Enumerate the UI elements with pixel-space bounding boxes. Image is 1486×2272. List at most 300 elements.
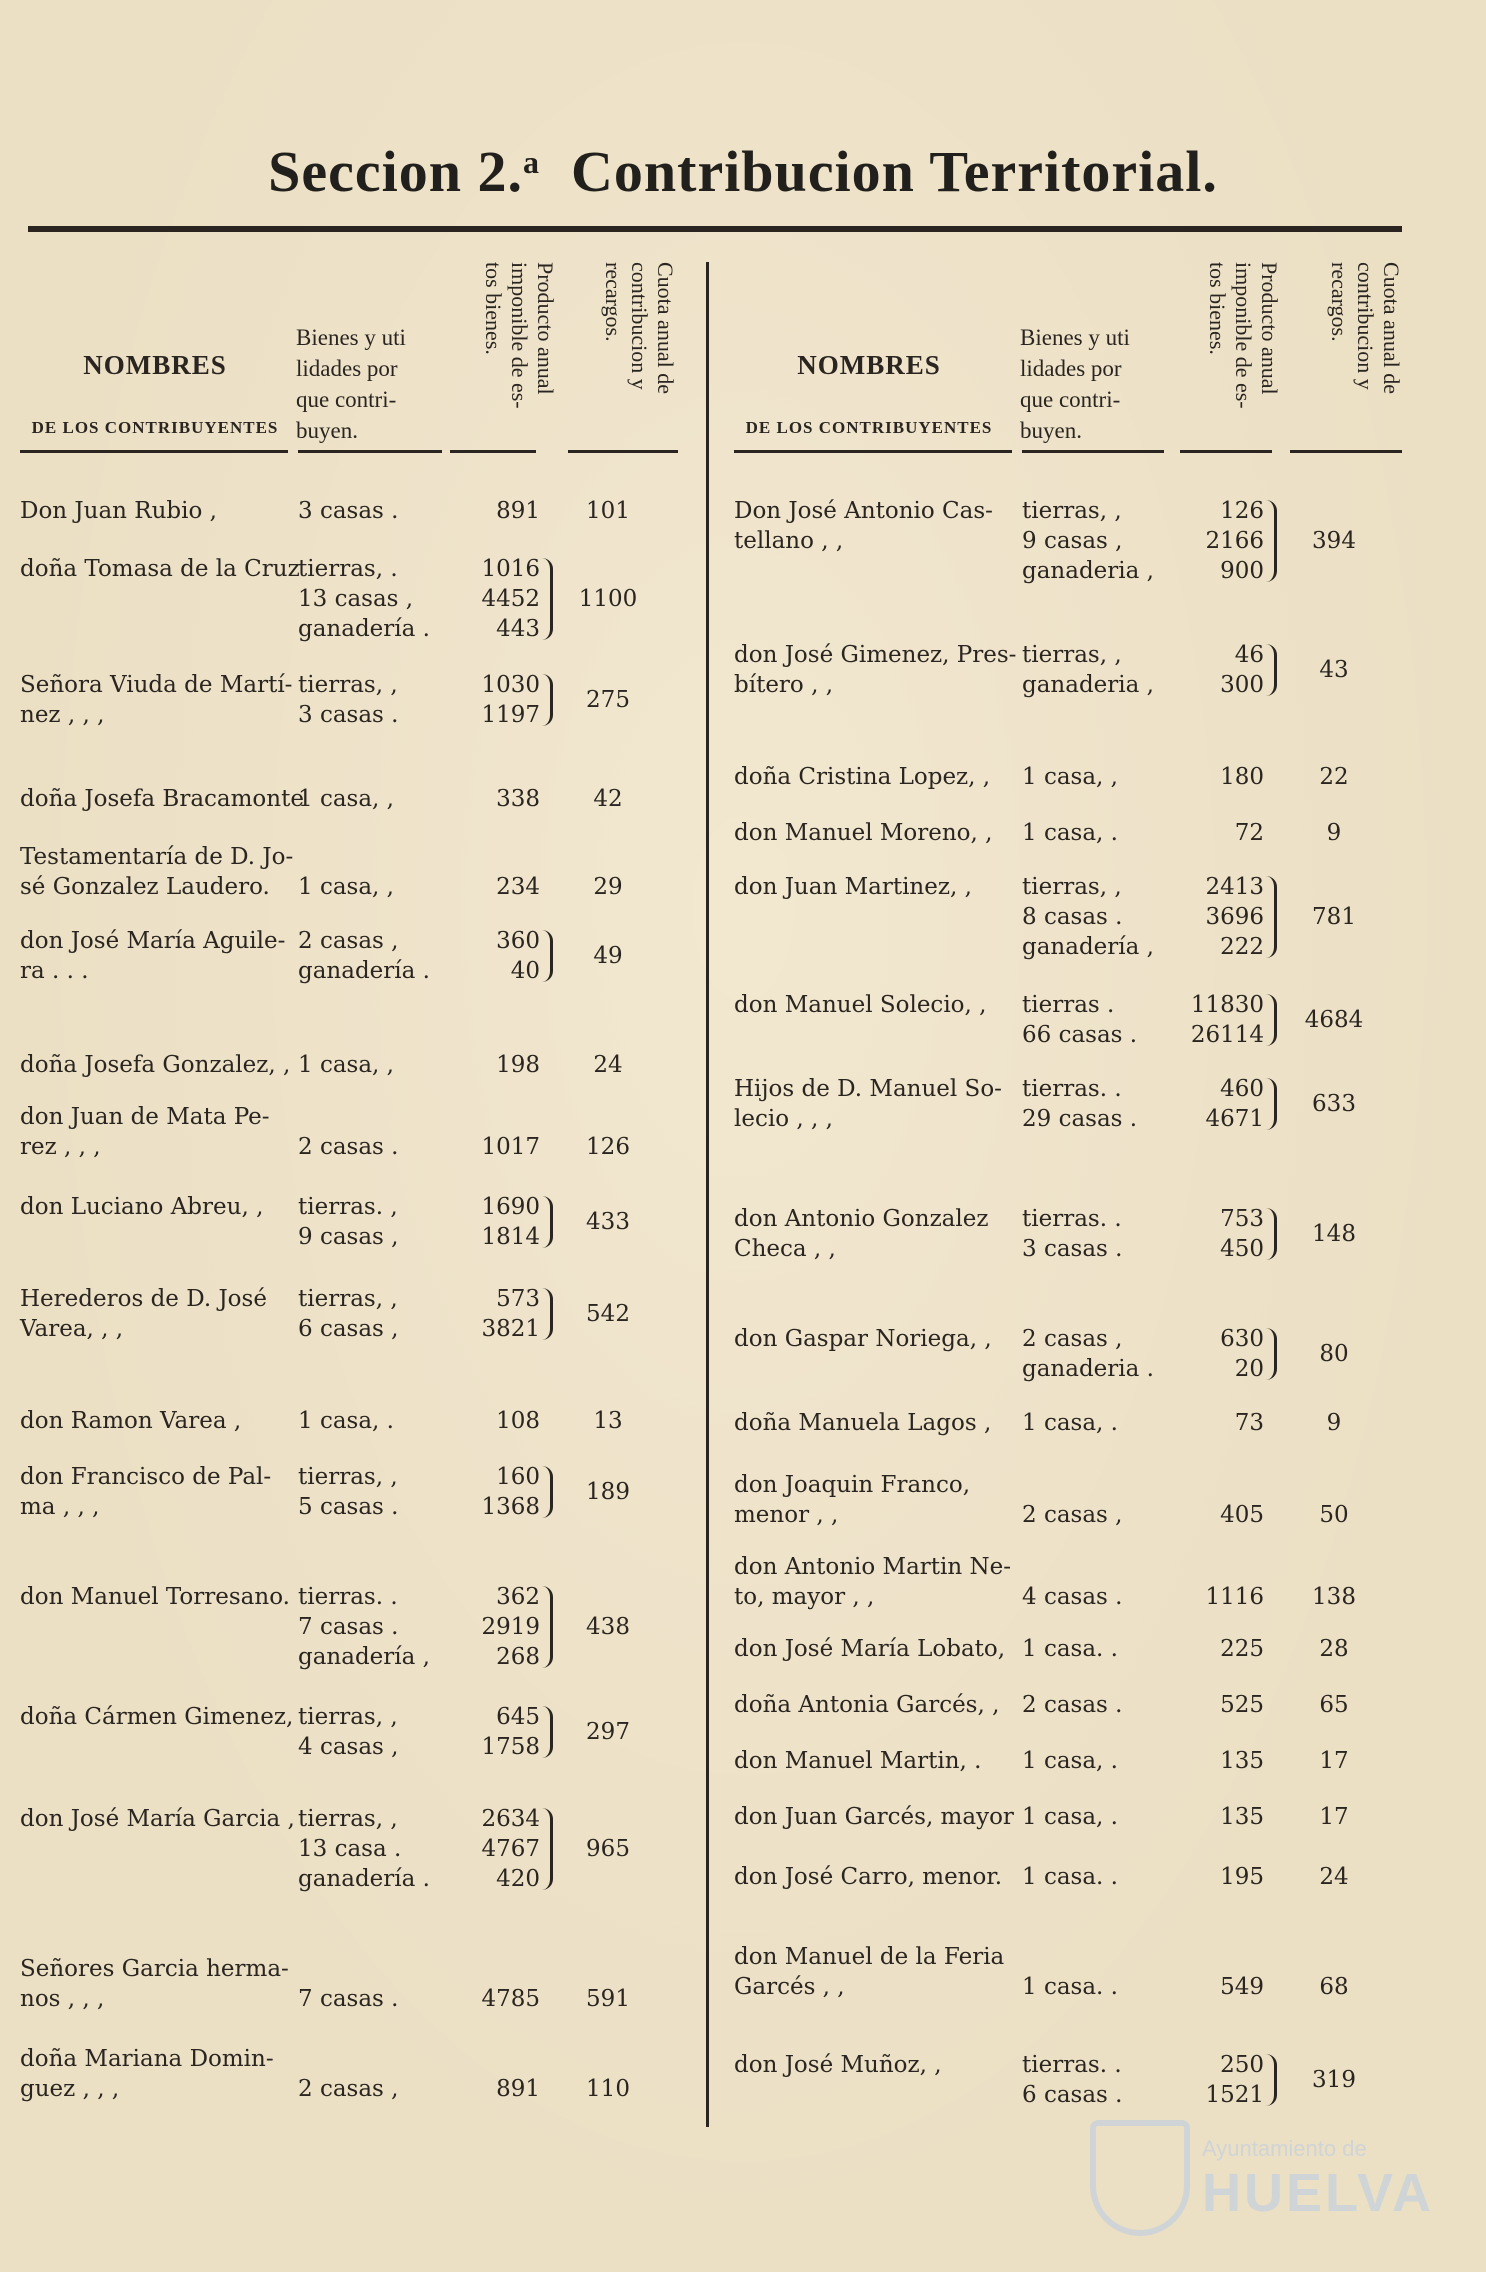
product-value: 443: [496, 616, 540, 642]
product-value: 405: [1220, 1502, 1264, 1528]
product-value: 2166: [1205, 528, 1264, 554]
contributor-name-line: Hijos de D. Manuel So-: [734, 1076, 1002, 1102]
header-underline: [1180, 450, 1272, 453]
product-value: 362: [496, 1584, 540, 1610]
contributor-name: [734, 990, 1002, 1020]
header-names-subtitle: DE LOS CONTRIBUYENTES: [745, 418, 993, 437]
contributor-name: [734, 1408, 1002, 1438]
cuota-value: 22: [1319, 764, 1349, 790]
contributor-name-line: to, mayor , ,: [734, 1584, 875, 1610]
product-value: 198: [496, 1052, 540, 1078]
grouping-brace: [542, 1466, 553, 1518]
header-underline: [1290, 450, 1402, 453]
product-values: [1144, 990, 1264, 1050]
contributor-name-line: don Gaspar Noriega, ,: [734, 1326, 992, 1352]
property-item: ganadería .: [298, 958, 430, 984]
title-part-2: Contribucion Territorial.: [570, 139, 1218, 204]
header-underline: [298, 450, 442, 453]
contributor-name-line: ma , , ,: [20, 1494, 100, 1520]
product-values: [1144, 640, 1264, 700]
cuota-value: 43: [1319, 657, 1349, 683]
cuota-value: 542: [586, 1301, 630, 1327]
cuota-value: 148: [1312, 1221, 1356, 1247]
product-value: 20: [1234, 1356, 1264, 1382]
property-item: 6 casas .: [1022, 2082, 1123, 2108]
seal-line-2: HUELVA: [1202, 2163, 1434, 2223]
product-values: [420, 1462, 540, 1522]
property-item: 66 casas .: [1022, 1022, 1138, 1048]
header-cuota-line: contribucion y: [1353, 262, 1378, 390]
product-value: 4767: [481, 1836, 540, 1862]
property-item: 1 casa, .: [1022, 820, 1118, 846]
contributor-name: [20, 496, 288, 526]
grouping-brace: [542, 1196, 553, 1248]
cuota-value: 68: [1319, 1974, 1349, 2000]
property-item: tierras, ,: [298, 1806, 398, 1832]
cuota-value: 394: [1312, 528, 1356, 554]
product-value: 360: [496, 928, 540, 954]
product-values: [420, 554, 540, 644]
contributor-name: [20, 1406, 288, 1436]
contributor-name-line: don Manuel Torresano.: [20, 1584, 290, 1610]
header-bienes-line: que contri-: [1020, 387, 1121, 412]
contributor-name-line: don Juan Garcés, mayor: [734, 1804, 1014, 1830]
contributor-name-line: Varea, , ,: [20, 1316, 124, 1342]
property-item: 1 casa, .: [1022, 1748, 1118, 1774]
left-column: [20, 262, 680, 2132]
contributor-name-line: Testamentaría de D. Jo-: [20, 844, 294, 870]
product-values: [1144, 496, 1264, 586]
header-cuota-line: Cuota anual de: [653, 262, 678, 394]
product-values: [420, 1284, 540, 1344]
contributor-name: [734, 818, 1002, 848]
property-item: ganaderia ,: [1022, 558, 1154, 584]
product-values: [420, 1582, 540, 1672]
cuota-value: 297: [586, 1719, 630, 1745]
cuota-value: 126: [586, 1134, 630, 1160]
contributor-name: [734, 1552, 1012, 1612]
contributor-name-line: guez , , ,: [20, 2076, 120, 2102]
contributor-name-line: nez , , ,: [20, 702, 105, 728]
header-bienes-line: que contri-: [296, 387, 397, 412]
contributor-name-line: don Manuel Solecio, ,: [734, 992, 987, 1018]
contributor-name: [20, 1702, 294, 1732]
property-item: 1 casa. .: [1022, 1636, 1118, 1662]
header-bienes: [296, 322, 444, 446]
property-item: tierras, ,: [1022, 642, 1122, 668]
property-item: tierras, ,: [298, 1704, 398, 1730]
contributor-name: [20, 1102, 288, 1162]
header-underline: [1022, 450, 1164, 453]
property-item: tierras, ,: [298, 672, 398, 698]
property-item: ganadería .: [298, 1866, 430, 1892]
product-values: [420, 1192, 540, 1252]
property-item: 2 casas .: [1022, 1692, 1123, 1718]
product-value: 1116: [1205, 1584, 1264, 1610]
product-value: 195: [1220, 1864, 1264, 1890]
header-cuota-line: recargos.: [1327, 262, 1352, 342]
product-values: [1144, 1634, 1264, 1664]
product-value: 645: [496, 1704, 540, 1730]
header-cuota: [1326, 262, 1404, 442]
header-cuota-line: Cuota anual de: [1379, 262, 1404, 394]
grouping-brace: [542, 558, 553, 640]
cuota-value: 80: [1319, 1341, 1349, 1367]
product-value: 2413: [1205, 874, 1264, 900]
product-values: [1144, 1074, 1264, 1134]
contributor-name-line: doña Josefa Gonzalez, ,: [20, 1052, 291, 1078]
cuota-value: 29: [593, 874, 623, 900]
contributor-name-line: don Francisco de Pal-: [20, 1464, 272, 1490]
property-item: 7 casas .: [298, 1986, 399, 2012]
product-value: 222: [1220, 934, 1264, 960]
header-underline: [734, 450, 1012, 453]
contributor-name-line: nos , , ,: [20, 1986, 105, 2012]
header-bienes-line: Bienes y uti: [1020, 325, 1130, 350]
header-bienes-line: buyen.: [296, 418, 358, 443]
product-value: 225: [1220, 1636, 1264, 1662]
contributor-name: [734, 640, 1017, 700]
contributor-name: [734, 1862, 1002, 1892]
contributor-name-line: ra . . .: [20, 958, 89, 984]
property-item: ganadería ,: [298, 1644, 430, 1670]
header-cuota: [600, 262, 678, 442]
contributor-name: [734, 496, 1002, 556]
contributor-name-line: Señores Garcia herma-: [20, 1956, 289, 1982]
column-header: [20, 262, 680, 462]
contributor-name-line: doña Tomasa de la Cruz: [20, 556, 300, 582]
grouping-brace: [1266, 994, 1277, 1046]
product-value: 4452: [481, 586, 540, 612]
product-values: [420, 926, 540, 986]
header-producto-line: imponible de es-: [507, 262, 532, 409]
property-item: 5 casas .: [298, 1494, 399, 1520]
contributor-name-line: menor , ,: [734, 1502, 839, 1528]
contributor-name-line: don Juan Martinez, ,: [734, 874, 972, 900]
cuota-value: 138: [1312, 1584, 1356, 1610]
property-item: tierras, ,: [1022, 874, 1122, 900]
contributor-name: [734, 872, 1002, 902]
product-value: 4785: [481, 1986, 540, 2012]
right-column: [734, 262, 1404, 2132]
contributor-name: [734, 1746, 1002, 1776]
contributor-name-line: don Manuel Martin, .: [734, 1748, 982, 1774]
property-item: ganaderia ,: [1022, 672, 1154, 698]
product-values: [420, 1702, 540, 1762]
product-values: [1144, 1690, 1264, 1720]
cuota-value: 189: [586, 1479, 630, 1505]
header-producto-line: tos bienes.: [1205, 262, 1230, 355]
cuota-value: 9: [1326, 820, 1342, 846]
header-producto-line: Producto anual: [533, 262, 558, 395]
header-cuota-line: contribucion y: [627, 262, 652, 390]
product-value: 1368: [481, 1494, 540, 1520]
property-item: 8 casas .: [1022, 904, 1123, 930]
contributor-name-line: bítero , ,: [734, 672, 834, 698]
property-item: 9 casas ,: [1022, 528, 1123, 554]
cuota-value: 633: [1312, 1091, 1356, 1117]
contributor-name-line: lecio , , ,: [734, 1106, 833, 1132]
product-value: 1758: [481, 1734, 540, 1760]
product-value: 450: [1220, 1236, 1264, 1262]
product-value: 338: [496, 786, 540, 812]
header-producto-line: Producto anual: [1257, 262, 1282, 395]
property-item: 1 casa, .: [1022, 1804, 1118, 1830]
product-value: 26114: [1190, 1022, 1264, 1048]
contributor-name: [20, 1284, 288, 1344]
grouping-brace: [1266, 500, 1277, 582]
product-value: 630: [1220, 1326, 1264, 1352]
cuota-value: 24: [1319, 1864, 1349, 1890]
contributor-name: [734, 1634, 1006, 1664]
product-values: [1144, 1500, 1264, 1530]
property-item: tierras. ,: [298, 1194, 398, 1220]
title-superscript: a: [522, 144, 540, 180]
product-values: [420, 1050, 540, 1080]
header-names: [734, 262, 1004, 448]
contributor-name-line: doña Antonia Garcés, ,: [734, 1692, 1000, 1718]
contributor-name-line: doña Manuela Lagos ,: [734, 1410, 992, 1436]
product-value: 1017: [481, 1134, 540, 1160]
product-values: [1144, 1408, 1264, 1438]
contributor-name-line: don Antonio Martin Ne-: [734, 1554, 1012, 1580]
product-values: [420, 496, 540, 526]
contributor-name: [734, 1204, 1002, 1264]
column-header: [734, 262, 1404, 462]
product-value: 1197: [481, 702, 540, 728]
contributor-name: [734, 762, 1002, 792]
contributor-name-line: doña Josefa Bracamonte: [20, 786, 304, 812]
contributor-name-line: doña Cristina Lopez, ,: [734, 764, 991, 790]
property-item: 9 casas ,: [298, 1224, 399, 1250]
contributor-name-line: sé Gonzalez Laudero.: [20, 874, 270, 900]
contributor-name: [20, 1192, 288, 1222]
product-value: 1016: [481, 556, 540, 582]
contributor-name-line: don José María Lobato,: [734, 1636, 1006, 1662]
property-item: 1 casa, ,: [298, 874, 394, 900]
product-value: 11830: [1190, 992, 1264, 1018]
grouping-brace: [542, 1808, 553, 1890]
contributor-name-line: Señora Viuda de Martí-: [20, 672, 293, 698]
contributor-name-line: don Joaquin Franco,: [734, 1472, 971, 1498]
header-bienes-line: lidades por: [1020, 356, 1122, 381]
grouping-brace: [1266, 644, 1277, 696]
property-item: 1 casa, .: [298, 1408, 394, 1434]
contributor-name: [20, 784, 304, 814]
product-values: [420, 1132, 540, 1162]
product-value: 420: [496, 1866, 540, 1892]
property-item: tierras, ,: [298, 1286, 398, 1312]
product-values: [420, 670, 540, 730]
product-value: 250: [1220, 2052, 1264, 2078]
product-values: [1144, 1746, 1264, 1776]
grouping-brace: [542, 674, 553, 726]
cuota-value: 781: [1312, 904, 1356, 930]
cuota-value: 24: [593, 1052, 623, 1078]
contributor-name-line: Garcés , ,: [734, 1974, 845, 2000]
product-value: 135: [1220, 1804, 1264, 1830]
contributor-name-line: don Juan de Mata Pe-: [20, 1104, 270, 1130]
property-item: 2 casas ,: [298, 928, 399, 954]
contributor-name: [20, 1954, 288, 2014]
product-value: 73: [1234, 1410, 1264, 1436]
seal-line-1: Ayuntamiento de: [1202, 2136, 1367, 2161]
contributor-name: [734, 1690, 1002, 1720]
product-values: [1144, 1862, 1264, 1892]
property-item: 6 casas ,: [298, 1316, 399, 1342]
contributor-name-line: tellano , ,: [734, 528, 844, 554]
header-names-title: NOMBRES: [797, 350, 941, 380]
property-item: ganadería .: [298, 616, 430, 642]
property-item: 2 casas ,: [1022, 1502, 1123, 1528]
title-part-1: Seccion 2.: [268, 139, 523, 204]
header-producto-line: imponible de es-: [1231, 262, 1256, 409]
product-values: [420, 1804, 540, 1894]
property-item: 2 casas ,: [1022, 1326, 1123, 1352]
product-values: [420, 1406, 540, 1436]
header-underline: [450, 450, 536, 453]
contributor-name: [734, 1324, 1002, 1354]
property-item: tierras .: [1022, 992, 1115, 1018]
property-item: 3 casas .: [1022, 1236, 1123, 1262]
property-item: 4 casas .: [1022, 1584, 1123, 1610]
contributor-name: [20, 1804, 295, 1834]
contributor-name-line: don José María Aguile-: [20, 928, 286, 954]
grouping-brace: [1266, 1208, 1277, 1260]
header-cuota-line: recargos.: [601, 262, 626, 342]
product-values: [1144, 1582, 1264, 1612]
contributor-name: [20, 1462, 288, 1522]
property-item: 4 casas ,: [298, 1734, 399, 1760]
property-item: 1 casa. .: [1022, 1974, 1118, 2000]
cuota-value: 65: [1319, 1692, 1349, 1718]
property-item: 3 casas .: [298, 498, 399, 524]
property-item: 3 casas .: [298, 702, 399, 728]
cuota-value: 17: [1319, 1748, 1349, 1774]
property-item: 2 casas .: [298, 1134, 399, 1160]
product-value: 234: [496, 874, 540, 900]
contributor-name-line: don José Carro, menor.: [734, 1864, 1003, 1890]
product-values: [1144, 1204, 1264, 1264]
property-item: 7 casas .: [298, 1614, 399, 1640]
property-item: 1 casa, ,: [298, 1052, 394, 1078]
product-value: 4671: [1205, 1106, 1264, 1132]
header-bienes-line: buyen.: [1020, 418, 1082, 443]
grouping-brace: [1266, 876, 1277, 958]
property-item: 1 casa. .: [1022, 1864, 1118, 1890]
grouping-brace: [542, 1288, 553, 1340]
contributor-name: [734, 1074, 1002, 1134]
property-item: 13 casas ,: [298, 586, 414, 612]
product-value: 268: [496, 1644, 540, 1670]
header-producto-line: tos bienes.: [481, 262, 506, 355]
cuota-value: 9: [1326, 1410, 1342, 1436]
product-value: 1690: [481, 1194, 540, 1220]
cuota-value: 110: [586, 2076, 630, 2102]
cuota-value: 965: [586, 1836, 630, 1862]
page-title: [0, 138, 1486, 205]
product-value: 891: [496, 498, 540, 524]
header-producto: [1204, 262, 1282, 442]
product-value: 1814: [481, 1224, 540, 1250]
product-value: 1521: [1205, 2082, 1264, 2108]
grouping-brace: [1266, 2054, 1277, 2106]
shield-icon: [1090, 2120, 1190, 2236]
product-values: [420, 2074, 540, 2104]
contributor-name: [734, 1942, 1005, 2002]
contributor-name: [20, 2044, 288, 2104]
property-item: ganadería ,: [1022, 934, 1154, 960]
contributor-name: [20, 1582, 288, 1612]
header-bienes-line: Bienes y uti: [296, 325, 406, 350]
contributor-name-line: don José Gimenez, Pres-: [734, 642, 1017, 668]
product-values: [1144, 872, 1264, 962]
watermark-seal: [1090, 2120, 1434, 2240]
cuota-value: 42: [593, 786, 623, 812]
product-value: 753: [1220, 1206, 1264, 1232]
product-values: [1144, 818, 1264, 848]
contributor-name-line: don José Muñoz, ,: [734, 2052, 942, 2078]
cuota-value: 13: [593, 1408, 623, 1434]
cuota-value: 4684: [1304, 1007, 1364, 1033]
contributor-name: [734, 1802, 1014, 1832]
header-bienes: [1020, 322, 1168, 446]
property-item: tierras, .: [298, 556, 398, 582]
product-value: 3696: [1205, 904, 1264, 930]
property-item: tierras. .: [1022, 1076, 1122, 1102]
property-item: 29 casas .: [1022, 1106, 1138, 1132]
cuota-value: 275: [586, 687, 630, 713]
contributor-name-line: don Ramon Varea ,: [20, 1408, 242, 1434]
header-names-title: NOMBRES: [83, 350, 227, 380]
product-values: [420, 1984, 540, 2014]
contributor-name-line: rez , , ,: [20, 1134, 101, 1160]
property-item: tierras, ,: [1022, 498, 1122, 524]
product-value: 46: [1234, 642, 1264, 668]
contributor-name-line: Don Juan Rubio ,: [20, 498, 217, 524]
product-value: 300: [1220, 672, 1264, 698]
product-values: [420, 872, 540, 902]
product-values: [1144, 1324, 1264, 1384]
header-bienes-line: lidades por: [296, 356, 398, 381]
property-item: tierras, ,: [298, 1464, 398, 1490]
product-value: 180: [1220, 764, 1264, 790]
contributor-name-line: doña Cármen Gimenez,: [20, 1704, 294, 1730]
product-value: 460: [1220, 1076, 1264, 1102]
product-value: 126: [1220, 498, 1264, 524]
product-value: 549: [1220, 1974, 1264, 2000]
header-underline: [20, 450, 288, 453]
contributor-name: [734, 2050, 1002, 2080]
contributor-name-line: don Luciano Abreu, ,: [20, 1194, 264, 1220]
contributor-name: [20, 926, 288, 986]
header-names: [20, 262, 290, 448]
contributor-name: [20, 1050, 291, 1080]
grouping-brace: [1266, 1078, 1277, 1130]
product-value: 891: [496, 2076, 540, 2102]
contributor-name-line: doña Mariana Domin-: [20, 2046, 274, 2072]
cuota-value: 28: [1319, 1636, 1349, 1662]
product-value: 573: [496, 1286, 540, 1312]
contributor-name-line: Checa , ,: [734, 1236, 836, 1262]
product-value: 3821: [481, 1316, 540, 1342]
product-value: 525: [1220, 1692, 1264, 1718]
product-value: 135: [1220, 1748, 1264, 1774]
cuota-value: 438: [586, 1614, 630, 1640]
grouping-brace: [542, 1706, 553, 1758]
cuota-value: 319: [1312, 2067, 1356, 2093]
grouping-brace: [542, 1586, 553, 1668]
